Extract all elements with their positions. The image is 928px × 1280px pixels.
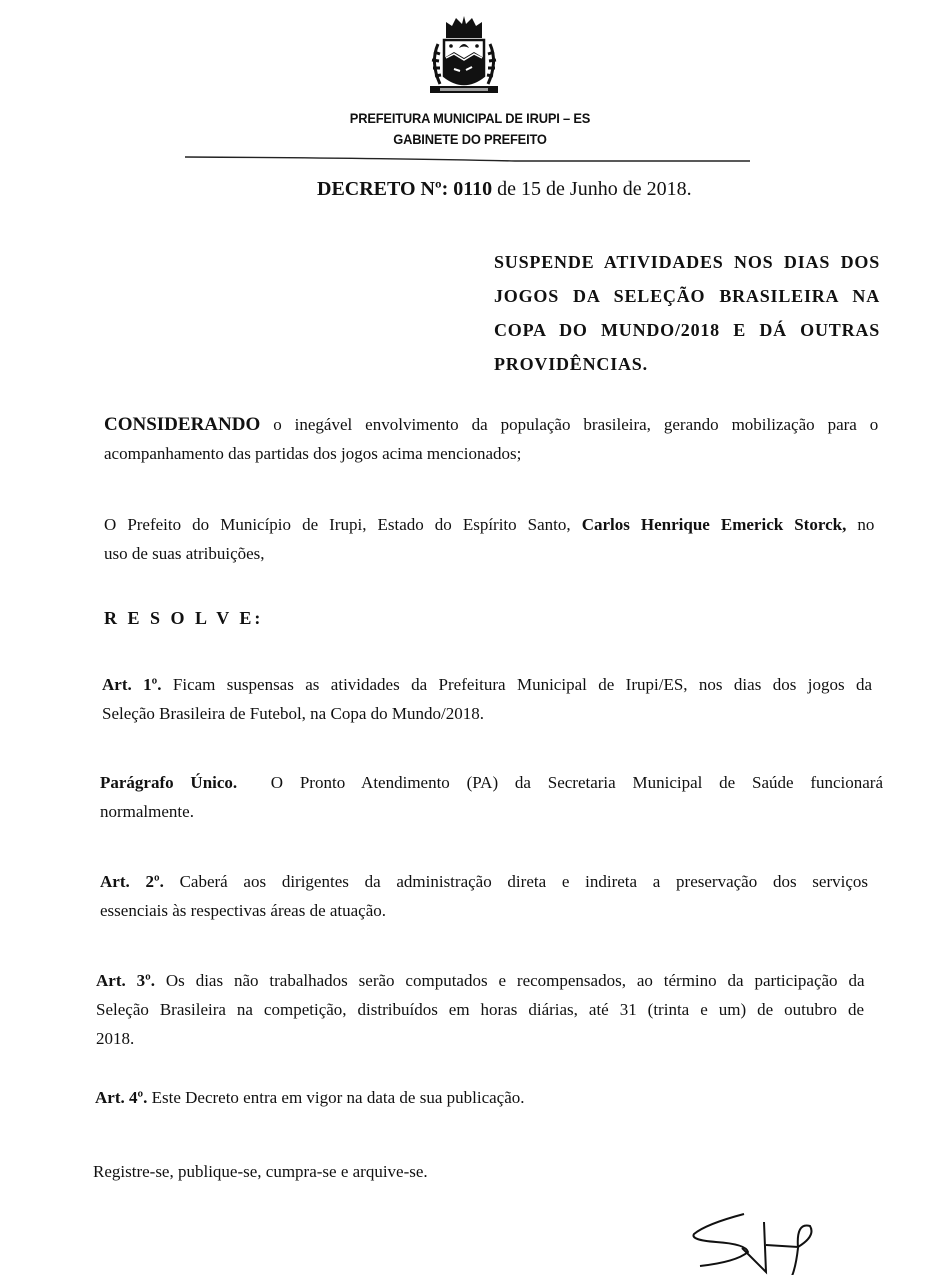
article-3 — [96, 966, 864, 1053]
summary-line: JOGOS DA SELEÇÃO BRASILEIRA NA — [494, 286, 880, 306]
article-text: O Pronto Atendimento (PA) da Secretaria Municipal de Saúde funcionará — [270, 773, 884, 792]
article-label: Art. 1º. — [102, 675, 162, 694]
summary-line: PROVIDÊNCIAS. — [494, 354, 648, 374]
paragrafo-unico — [100, 768, 884, 826]
considerando-paragraph — [104, 410, 878, 468]
summary-line: COPA DO MUNDO/2018 E DÁ OUTRAS — [494, 320, 880, 340]
article-label: Art. 4º. — [95, 1088, 148, 1107]
article-text: essenciais às respectivas áreas de atuação. — [100, 901, 387, 920]
article-label: Art. 2º. — [100, 872, 164, 891]
article-1 — [102, 670, 872, 728]
article-text: Seleção Brasileira de Futebol, na Copa do Mundo/2018. — [102, 704, 484, 723]
considerando-lead: CONSIDERANDO — [104, 414, 261, 435]
summary-line: SUSPENDE ATIVIDADES NOS DIAS DOS — [494, 252, 880, 272]
closing-formula: Registre-se, publique-se, cumpra-se e arquive-se. — [93, 1162, 428, 1181]
preamble-text: uso de suas atribuições, — [104, 544, 265, 563]
preamble-paragraph — [104, 510, 874, 568]
mayor-name: Carlos Henrique Emerick Storck, — [581, 515, 847, 534]
municipal-coat-of-arms-icon — [416, 14, 512, 104]
article-text: normalmente. — [100, 802, 194, 821]
handwritten-signature-icon — [686, 1200, 846, 1275]
article-text: Os dias não trabalhados serão computados e recompensados, ao término da participação da — [165, 971, 865, 990]
decree-label: DECRETO Nº: — [317, 178, 449, 200]
article-text: Caberá aos dirigentes da administração direta e indireta a preservação dos serviços — [179, 872, 868, 891]
article-4 — [95, 1083, 525, 1112]
considerando-text: acompanhamento das partidas dos jogos acima mencionados; — [104, 444, 522, 463]
preamble-text: O Prefeito do Município de Irupi, Estado do Espírito Santo, — [104, 515, 571, 534]
header-divider — [185, 155, 750, 163]
preamble-text: no — [857, 515, 875, 534]
article-text: Ficam suspensas as atividades da Prefeitura Municipal de Irupi/ES, nos dias dos jogos da — [172, 675, 872, 694]
institution-name: PREFEITURA MUNICIPAL DE IRUPI – ES — [349, 110, 591, 126]
considerando-text: o inegável envolvimento da população brasileira, gerando mobilização para o — [273, 415, 879, 434]
article-2 — [100, 867, 868, 925]
article-text: Este Decreto entra em vigor na data de sua publicação. — [151, 1088, 525, 1107]
article-label: Art. 3º. — [96, 971, 155, 990]
article-text: 2018. — [96, 1029, 135, 1048]
decree-date: de 15 de Junho de 2018. — [497, 178, 692, 200]
department-name: GABINETE DO PREFEITO — [393, 131, 547, 147]
article-text: Seleção Brasileira na competição, distribuídos em horas diárias, até 31 (trinta e um) de outubro de — [96, 1000, 865, 1019]
decree-summary — [494, 245, 880, 381]
decree-title — [317, 178, 692, 201]
decree-number: 0110 — [453, 178, 493, 200]
article-label: Parágrafo Único. — [100, 773, 238, 792]
resolve-heading: R E S O L V E: — [104, 608, 264, 628]
